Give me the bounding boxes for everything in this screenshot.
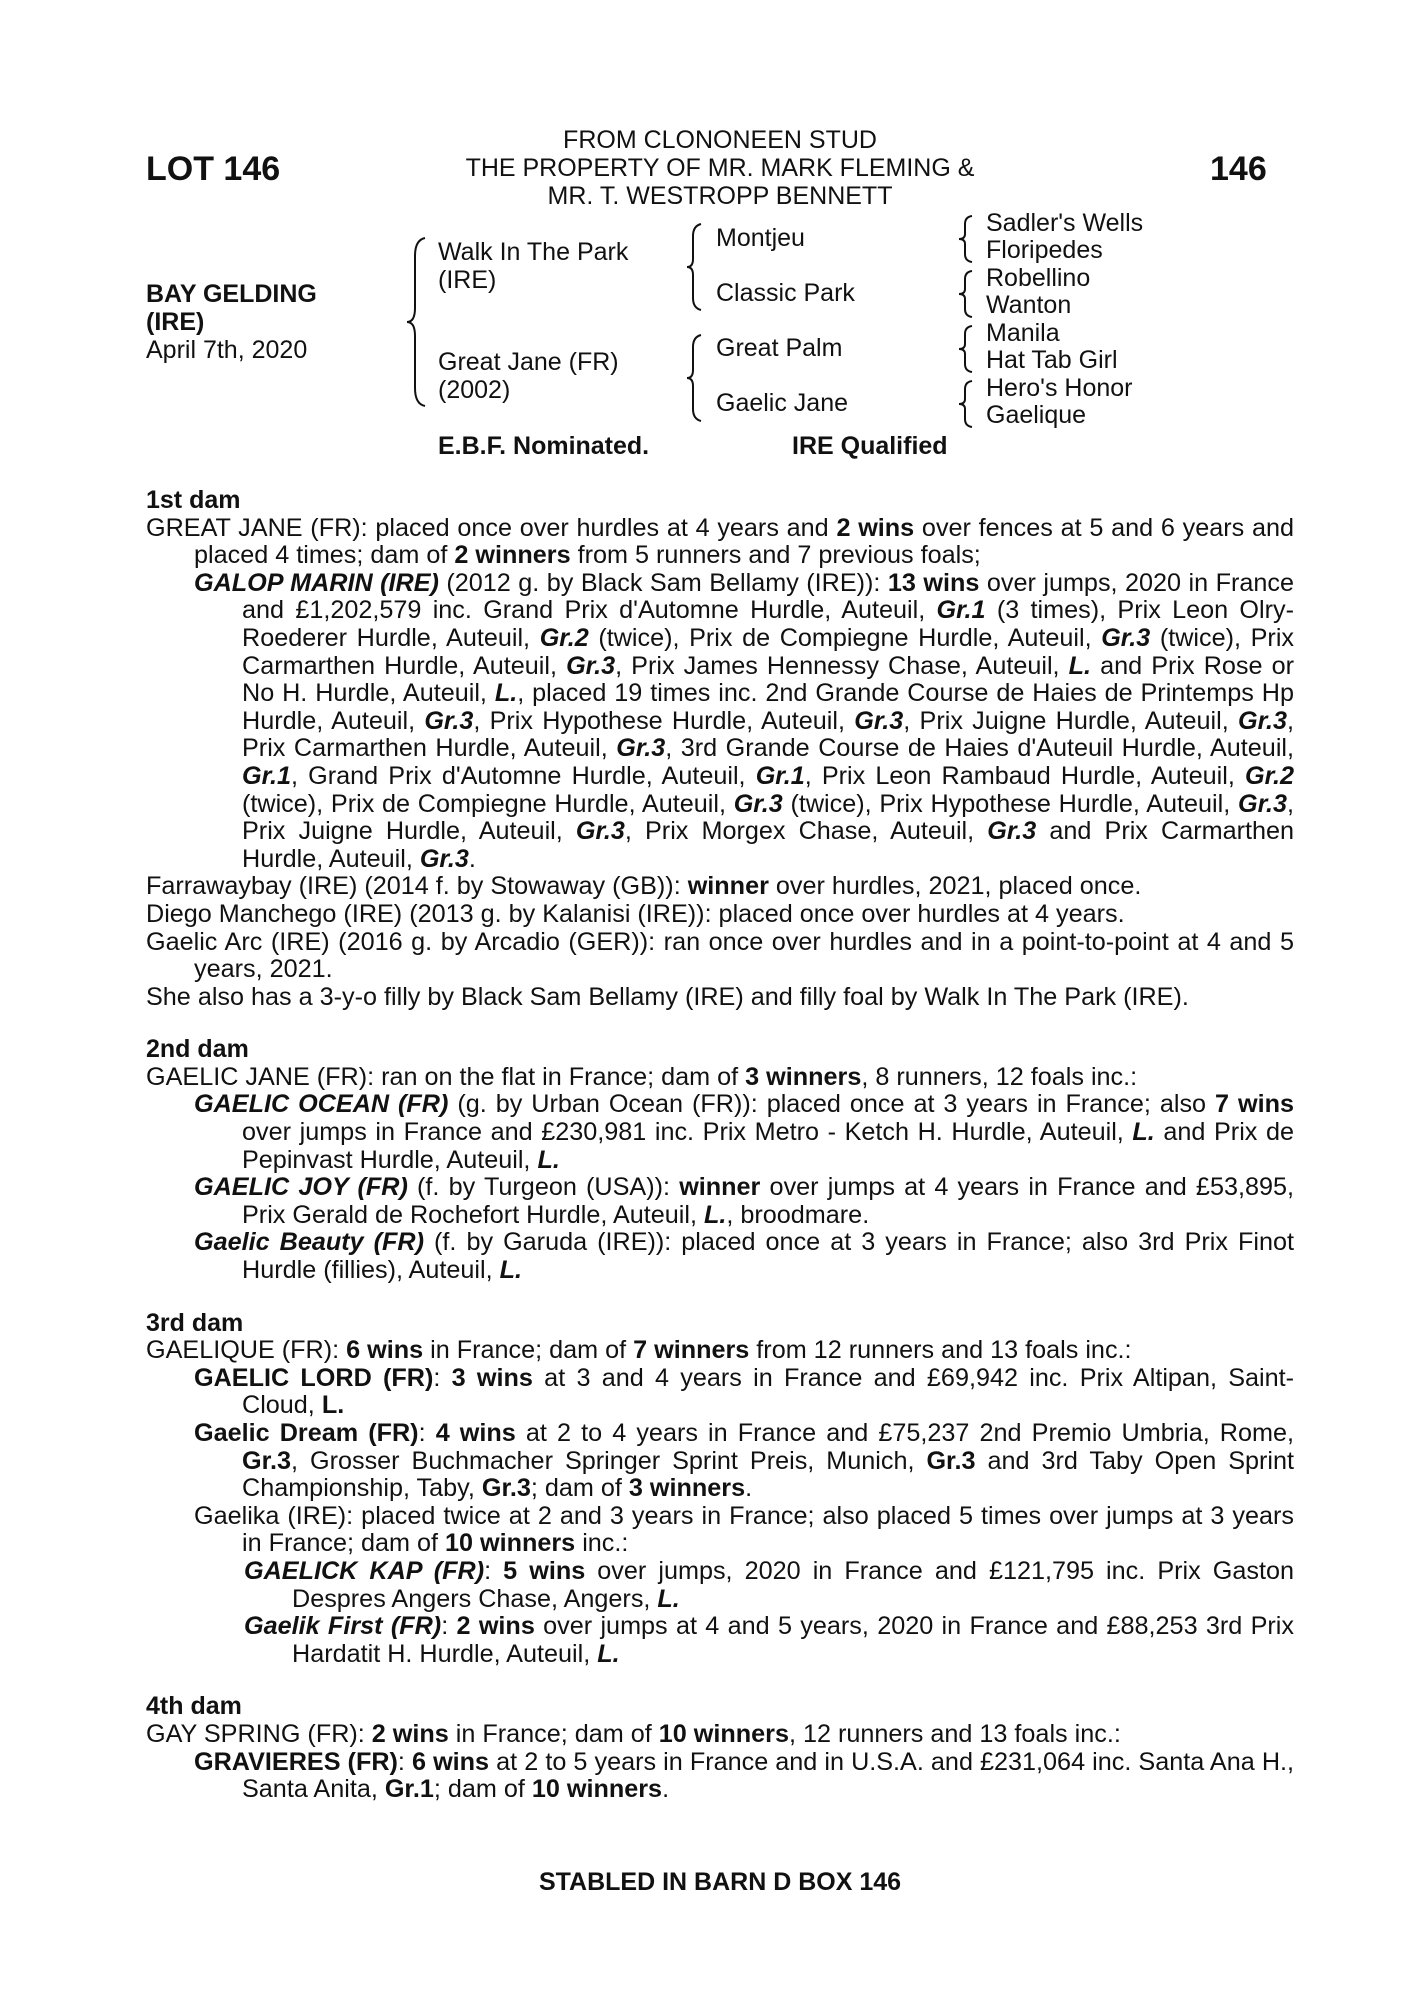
entry-text: (f. by Garuda (IRE)): placed once at 3 years in France; also 3rd Prix Finot Hurdle (fillies), Auteuil, <box>242 1228 1294 1285</box>
entry-text: in France; dam of <box>448 1719 659 1748</box>
entry-text: , 12 runners and 13 foals inc.: <box>788 1719 1121 1748</box>
emphasis-text: GRAVIERES (FR) <box>194 1747 398 1776</box>
entry-text: (2012 g. by Black Sam Bellamy (IRE)): <box>438 568 888 597</box>
ire-qualified: IRE Qualified <box>792 432 948 460</box>
grand-ancestor-6: Hat Tab Girl <box>986 346 1118 374</box>
emphasis-text: Gr.3 <box>575 817 625 846</box>
emphasis-text: Gr.3 <box>926 1446 976 1475</box>
entry-text: at 2 to 5 years in France and in U.S.A. and £231,064 inc. Santa Ana H., Santa Anita, <box>242 1747 1295 1804</box>
emphasis-text: Gr.3 <box>424 706 474 735</box>
grand-ancestor-1: Sadler's Wells <box>986 209 1144 237</box>
foaling-date: April 7th, 2020 <box>146 336 308 364</box>
emphasis-text: Gr.3 <box>1101 623 1151 652</box>
sire-sire: Montjeu <box>716 224 805 252</box>
emphasis-text: L. <box>321 1391 345 1420</box>
emphasis-text: Gr.1 <box>755 761 805 790</box>
entry-text: She also has a 3-y-o filly by Black Sam Bellamy (IRE) and filly foal by Walk In The Park (IRE). <box>146 982 1189 1011</box>
dam-entry <box>146 1064 1294 1092</box>
entry-text: (twice), Prix Hypothese Hurdle, Auteuil, <box>782 789 1238 818</box>
entry-text: , Prix Morgex Chase, Auteuil, <box>624 817 988 846</box>
grand-ancestor-8: Gaelique <box>986 401 1087 429</box>
emphasis-text: Gr.3 <box>242 1446 292 1475</box>
horse-country: (IRE) <box>146 308 205 336</box>
emphasis-text: GAELIC OCEAN (FR) <box>194 1090 449 1119</box>
emphasis-text: Gr.3 <box>733 789 783 818</box>
emphasis-text: Gr.3 <box>987 817 1037 846</box>
emphasis-text: Gr.3 <box>481 1474 531 1503</box>
entry-text: over jumps in France and £230,981 inc. Prix Metro - Ketch H. Hurdle, Auteuil, <box>242 1118 1133 1147</box>
emphasis-text: GAELIC JOY (FR) <box>194 1173 408 1202</box>
entry-text: (twice), Prix de Compiegne Hurdle, Auteuil, <box>588 623 1102 652</box>
grand-ancestor-3: Robellino <box>986 264 1091 292</box>
entry-text: GREAT JANE (FR): placed once over hurdles at 4 years and <box>146 513 837 542</box>
progeny-entry <box>146 1229 1294 1284</box>
section-gap <box>146 1285 1294 1310</box>
horse-sex: BAY GELDING <box>146 280 317 308</box>
emphasis-text: L. <box>499 1256 522 1285</box>
sire-name: Walk In The Park <box>438 238 629 266</box>
entry-text: ; dam of <box>433 1775 532 1804</box>
entry-text: (f. by Turgeon (USA)): <box>407 1173 680 1202</box>
pedigree-brace-main <box>405 236 435 408</box>
vendor-line-1: FROM CLONONEEN STUD <box>563 126 877 154</box>
entry-text: (g. by Urban Ocean (FR)): placed once at 3 years in France; also <box>448 1090 1216 1119</box>
entry-text: (twice), Prix de Compiegne Hurdle, Auteuil, <box>242 789 734 818</box>
emphasis-text: 2 wins <box>371 1719 449 1748</box>
pedigree-brace-g2 <box>956 269 978 319</box>
emphasis-text: Gr.2 <box>1244 761 1294 790</box>
entry-text: over fences at 5 and 6 years and placed 4 times; dam of <box>194 513 1295 570</box>
emphasis-text: L. <box>704 1200 727 1229</box>
emphasis-text: 3 winners <box>745 1062 862 1091</box>
entry-text: Gaelic Arc (IRE) (2016 g. by Arcadio (GER)): ran once over hurdles and in a point-to-point at 4 and 5 years, 2021. <box>146 927 1294 984</box>
entry-text: and Prix de Pepinvast Hurdle, Auteuil, <box>242 1118 1294 1174</box>
emphasis-text: 13 wins <box>887 568 980 597</box>
entry-text: and Prix Rose or No H. Hurdle, Auteuil, <box>242 651 1294 708</box>
emphasis-text: L. <box>1132 1118 1155 1147</box>
emphasis-text: 2 wins <box>836 513 915 542</box>
emphasis-text: 6 wins <box>412 1747 490 1776</box>
progeny-entry <box>146 1613 1294 1668</box>
entry-text: , placed 19 times inc. 2nd Grande Course de Haies de Printemps Hp Hurdle, Auteuil, <box>242 679 1294 735</box>
entry-text: from 12 runners and 13 foals inc.: <box>749 1336 1132 1365</box>
entry-text: . <box>662 1775 670 1804</box>
progeny-entry <box>146 1503 1294 1558</box>
grand-ancestor-4: Wanton <box>986 291 1072 319</box>
entry-text: ; dam of <box>530 1474 629 1503</box>
emphasis-text: GAELIC LORD (FR) <box>194 1363 434 1392</box>
dam-entry <box>146 1337 1294 1365</box>
emphasis-text: Gr.1 <box>384 1775 434 1804</box>
emphasis-text: Gaelik First (FR) <box>244 1612 442 1641</box>
entry-text: , 3rd Grande Course de Haies d'Auteuil Hurdle, Auteuil, <box>665 734 1295 763</box>
entry-text: over jumps at 4 and 5 years, 2020 in France and £88,253 3rd Prix Hardatit H. Hurdle, Auteuil, <box>292 1612 1294 1668</box>
entry-text: . <box>468 844 476 873</box>
emphasis-text: L. <box>494 679 518 708</box>
entry-text: over hurdles, 2021, placed once. <box>768 872 1142 901</box>
entry-text: Gaelika (IRE): placed twice at 2 and 3 years in France; also placed 5 times over jumps at 3 years in France; dam of <box>194 1501 1294 1558</box>
progeny-entry <box>146 1174 1294 1229</box>
entry-text: in France; dam of <box>423 1336 634 1365</box>
entry-text: at 2 to 4 years in France and £75,237 2nd Premio Umbria, Rome, <box>515 1419 1294 1447</box>
section-gap <box>146 1011 1294 1036</box>
emphasis-text: GALOP MARIN (IRE) <box>194 568 439 597</box>
progeny-entry <box>146 1558 1294 1613</box>
entry-text: , Prix Hypothese Hurdle, Auteuil, <box>473 706 855 735</box>
dam-year: (2002) <box>438 376 511 404</box>
emphasis-text: GAELICK KAP (FR) <box>244 1556 485 1585</box>
entry-text: . <box>745 1474 753 1503</box>
dam-section-heading: 1st dam <box>146 486 241 514</box>
emphasis-text: winner <box>679 1173 761 1202</box>
entry-text: inc.: <box>575 1529 629 1558</box>
emphasis-text: L. <box>1068 651 1092 680</box>
vendor-line-3: MR. T. WESTROPP BENNETT <box>547 182 893 210</box>
ebf-nominated: E.B.F. Nominated. <box>438 432 650 460</box>
entry-text: : <box>433 1363 452 1392</box>
entry-text: , Prix Juigne Hurdle, Auteuil, <box>903 706 1238 735</box>
pedigree-brace-g4 <box>956 379 978 429</box>
emphasis-text: 6 wins <box>346 1336 424 1365</box>
dam-name: Great Jane (FR) <box>438 348 619 376</box>
emphasis-text: Gr.3 <box>1237 789 1287 818</box>
emphasis-text: Gaelic Dream (FR) <box>194 1419 419 1447</box>
entry-text: , Prix Leon Rambaud Hurdle, Auteuil, <box>804 761 1245 790</box>
dam-section-heading: 2nd dam <box>146 1035 249 1064</box>
catalogue-body <box>146 487 1294 1804</box>
entry-text: GAY SPRING (FR): <box>146 1719 372 1748</box>
emphasis-text: L. <box>657 1584 680 1613</box>
dam-section-heading: 4th dam <box>146 1692 242 1721</box>
entry-text: from 5 runners and 7 previous foals; <box>570 541 981 570</box>
emphasis-text: 7 winners <box>633 1336 750 1365</box>
dam-entry <box>146 1721 1294 1749</box>
entry-text: GAELIC JANE (FR): ran on the flat in France; dam of <box>146 1062 746 1091</box>
pedigree-brace-g3 <box>956 324 978 374</box>
emphasis-text: 10 winners <box>658 1719 789 1748</box>
grand-ancestor-7: Hero's Honor <box>986 374 1133 402</box>
entry-text: , broodmare. <box>726 1200 870 1229</box>
entry-text: , 8 runners, 12 foals inc.: <box>861 1062 1138 1091</box>
emphasis-text: 5 wins <box>503 1556 586 1585</box>
emphasis-text: Gr.2 <box>539 623 589 652</box>
dam-section-heading: 3rd dam <box>146 1308 244 1337</box>
entry-text: at 3 and 4 years in France and £69,942 inc. Prix Altipan, Saint-Cloud, <box>242 1363 1295 1420</box>
entry-text: , Prix Carmarthen Hurdle, Auteuil, <box>242 706 1295 763</box>
emphasis-text: Gr.1 <box>242 761 292 790</box>
entry-text: , Grosser Buchmacher Springer Sprint Preis, Munich, <box>291 1446 927 1475</box>
entry-text: , Prix Juigne Hurdle, Auteuil, <box>242 789 1294 846</box>
entry-text: Diego Manchego (IRE) (2013 g. by Kalanisi (IRE)): placed once over hurdles at 4 years. <box>146 899 1125 928</box>
entry-text: over jumps at 4 years in France and £53,895, Prix Gerald de Rochefort Hurdle, Auteuil, <box>242 1173 1294 1229</box>
lot-number: 146 <box>1210 150 1267 188</box>
progeny-entry <box>146 570 1294 874</box>
entry-text: , Grand Prix d'Automne Hurdle, Auteuil, <box>291 761 756 790</box>
entry-text: GAELIQUE (FR): <box>146 1336 347 1365</box>
pedigree-brace-sire <box>685 222 707 312</box>
dam-dam: Gaelic Jane <box>716 389 849 417</box>
emphasis-text: 2 winners <box>454 541 571 570</box>
emphasis-text: 2 wins <box>456 1612 535 1641</box>
dam-entry <box>146 984 1294 1012</box>
emphasis-text: Gr.3 <box>419 844 469 873</box>
emphasis-text: L. <box>597 1639 620 1668</box>
entry-text: (twice), Prix Carmarthen Hurdle, Auteuil, <box>242 623 1295 680</box>
vendor-line-2: THE PROPERTY OF MR. MARK FLEMING & <box>465 154 975 182</box>
emphasis-text: Gr.3 <box>566 651 616 680</box>
entry-text: Farrawaybay (IRE) (2014 f. by Stowaway (GB)): <box>146 872 688 901</box>
entry-text: : <box>441 1612 457 1641</box>
emphasis-text: 4 wins <box>435 1419 516 1447</box>
pedigree-brace-g1 <box>956 214 978 264</box>
dam-entry <box>146 873 1294 901</box>
emphasis-text: Gr.1 <box>936 596 986 625</box>
pedigree-brace-dam <box>685 333 707 423</box>
emphasis-text: Gr.3 <box>854 706 904 735</box>
grand-ancestor-5: Manila <box>986 319 1060 347</box>
entry-text: (3 times), Prix Leon Olry-Roederer Hurdle, Auteuil, <box>242 596 1294 652</box>
emphasis-text: Gr.3 <box>1238 706 1288 735</box>
stabled-location: STABLED IN BARN D BOX 146 <box>538 1868 902 1896</box>
emphasis-text: L. <box>537 1145 560 1174</box>
emphasis-text: 3 winners <box>628 1474 746 1503</box>
emphasis-text: 7 wins <box>1215 1090 1294 1119</box>
dam-entry <box>146 901 1294 929</box>
entry-text: and 3rd Taby Open Sprint Championship, Taby, <box>242 1446 1295 1503</box>
progeny-entry <box>146 1749 1294 1804</box>
progeny-entry <box>146 1420 1294 1503</box>
emphasis-text: 10 winners <box>531 1775 663 1804</box>
emphasis-text: Gr.3 <box>616 734 666 763</box>
section-gap <box>146 1668 1294 1693</box>
entry-text: : <box>418 1419 436 1447</box>
progeny-entry <box>146 1091 1294 1174</box>
emphasis-text: 3 wins <box>451 1363 533 1392</box>
dam-entry <box>146 929 1294 984</box>
emphasis-text: Gaelic Beauty (FR) <box>194 1228 425 1257</box>
entry-text: : <box>397 1747 412 1776</box>
dam-sire: Great Palm <box>716 334 843 362</box>
emphasis-text: winner <box>687 872 769 901</box>
emphasis-text: 10 winners <box>445 1529 576 1558</box>
sire-dam: Classic Park <box>716 279 855 307</box>
entry-text: : <box>484 1556 504 1585</box>
sire-country: (IRE) <box>438 266 497 294</box>
entry-text: over jumps, 2020 in France and £121,795 inc. Prix Gaston Despres Angers Chase, Angers, <box>292 1556 1294 1613</box>
dam-entry <box>146 515 1294 570</box>
progeny-entry <box>146 1365 1294 1420</box>
entry-text: and Prix Carmarthen Hurdle, Auteuil, <box>242 817 1294 873</box>
grand-ancestor-2: Floripedes <box>986 236 1103 264</box>
lot-label: LOT 146 <box>146 150 281 188</box>
entry-text: over jumps, 2020 in France and £1,202,579 inc. Grand Prix d'Automne Hurdle, Auteuil, <box>242 568 1295 625</box>
entry-text: , Prix James Hennessy Chase, Auteuil, <box>615 651 1069 680</box>
